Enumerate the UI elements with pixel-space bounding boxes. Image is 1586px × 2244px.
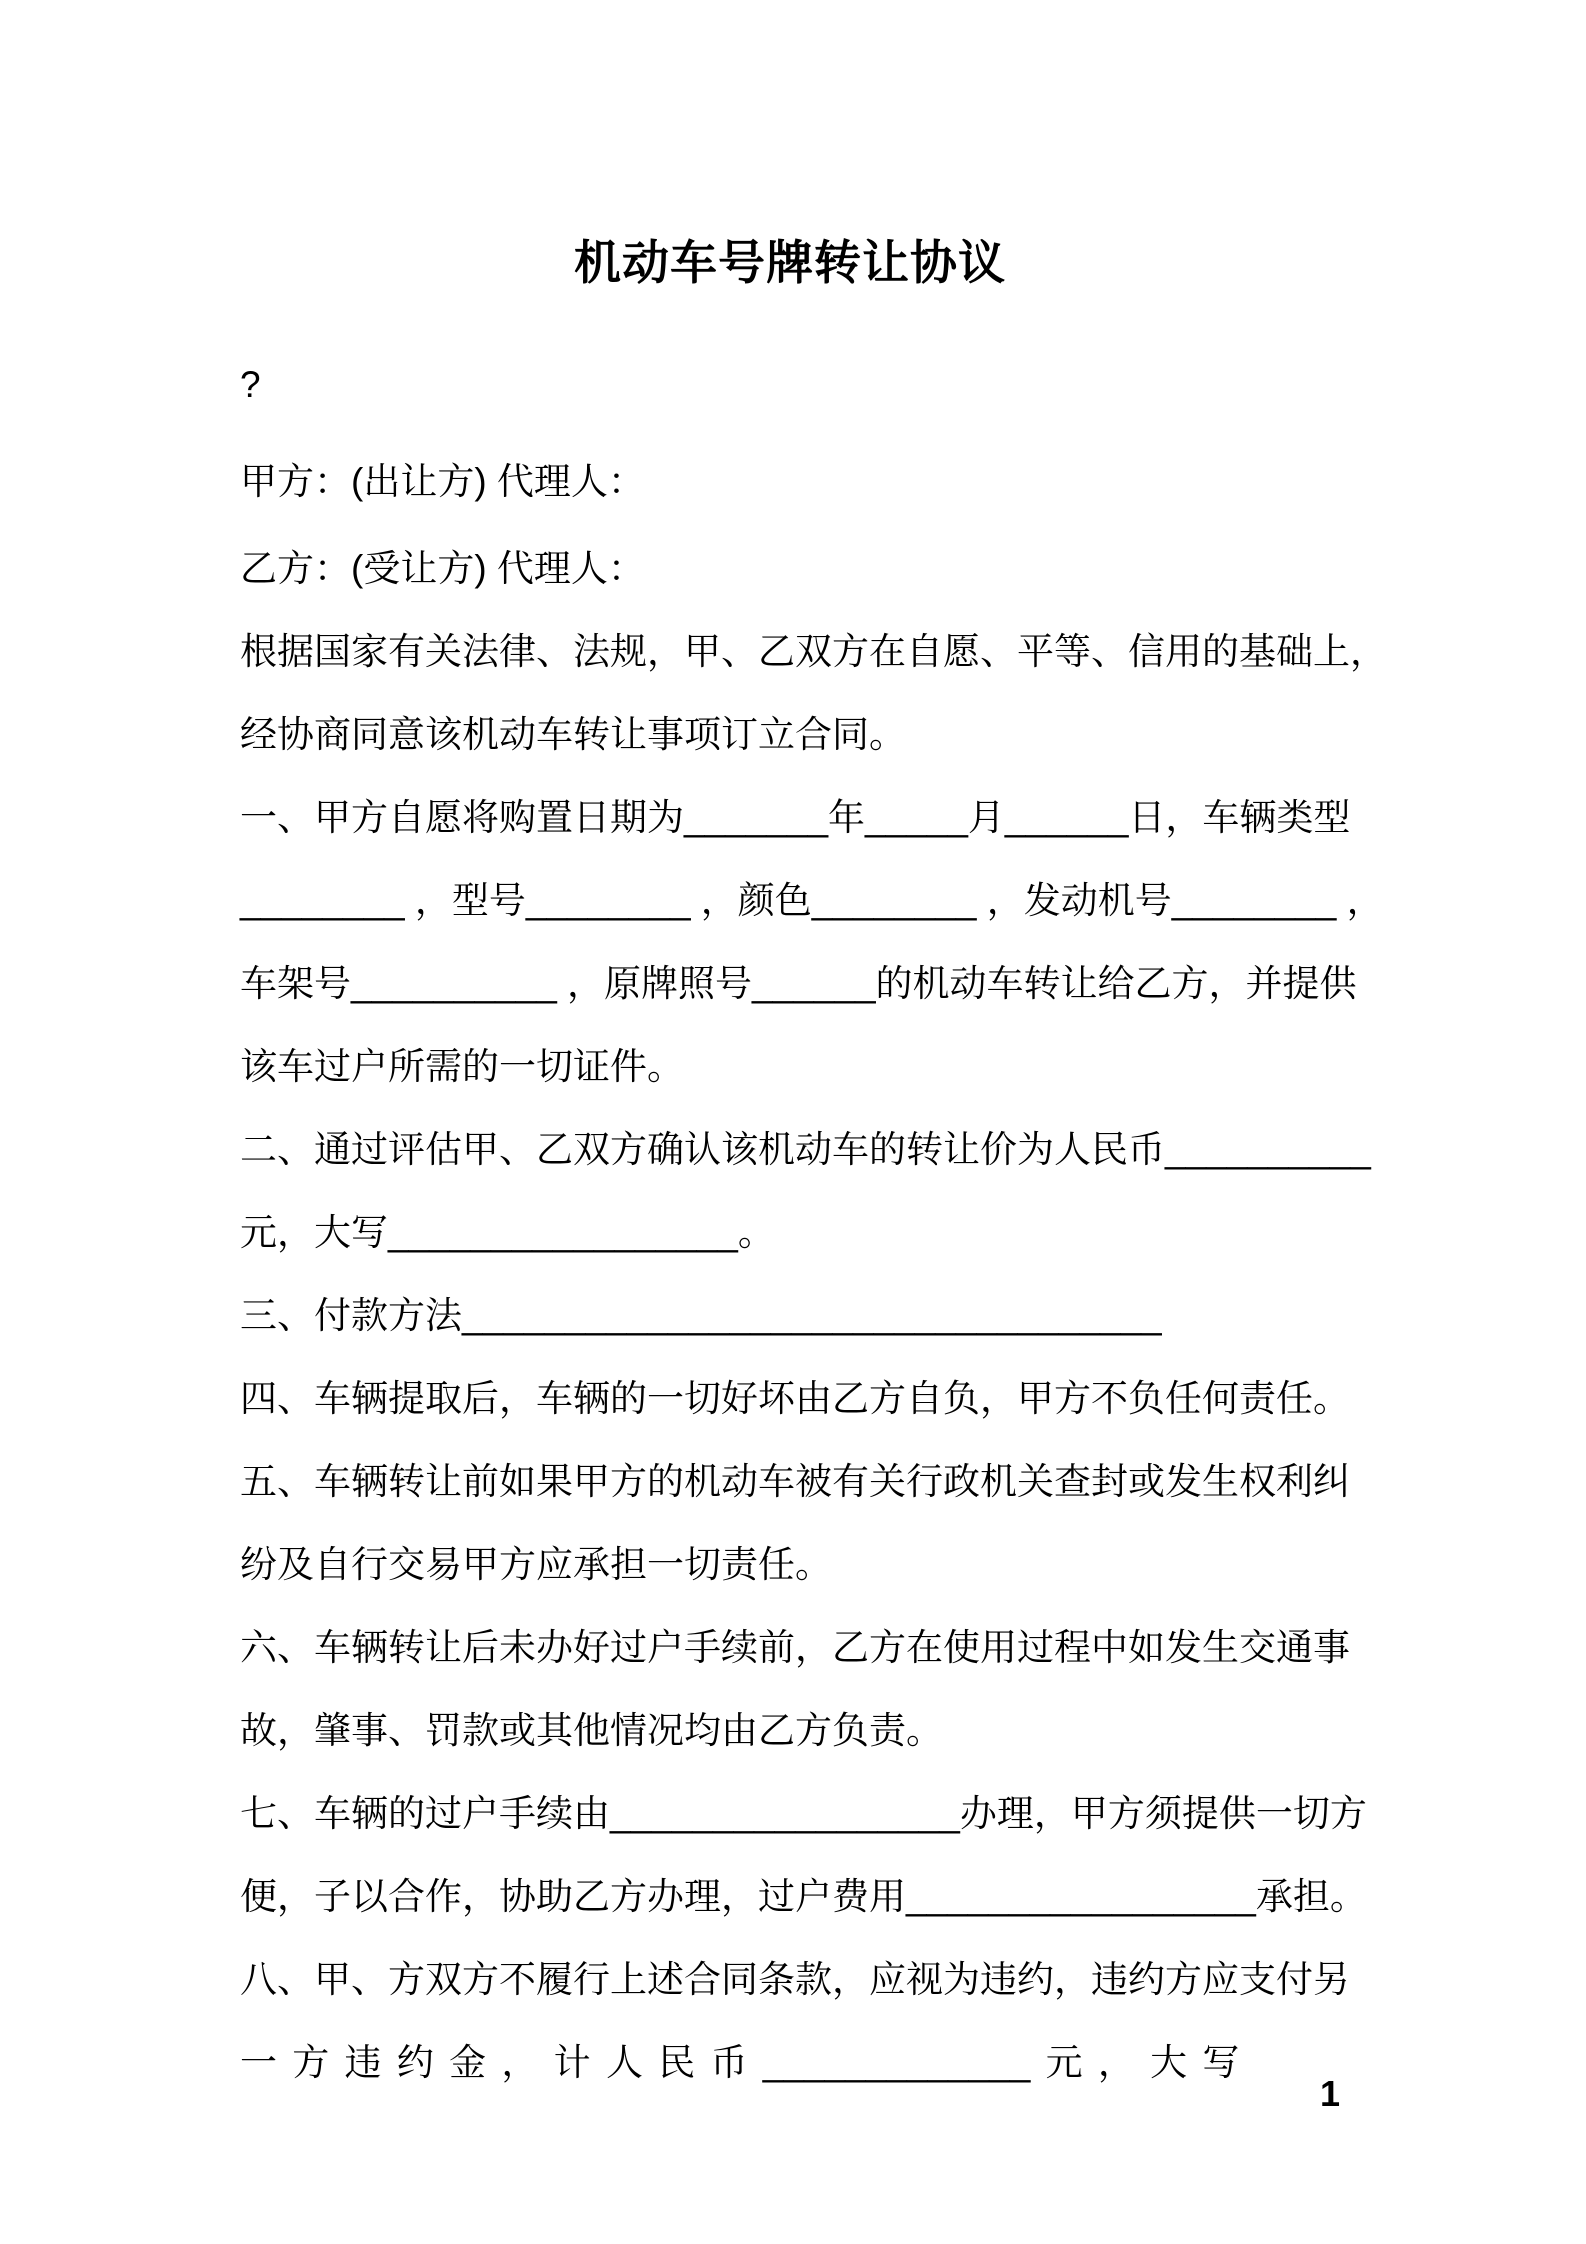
document-line-clause8-2: 一 方 违 约 金 ， 计 人 民 币 _____________ 元 ， 大 写 (240, 2042, 1240, 2084)
document-line-preamble-1: 根据国家有关法律、法规，甲、乙双方在自愿、平等、信用的基础上， (240, 631, 1387, 673)
document-body (240, 343, 1387, 2104)
document-line-clause1-1: 一、甲方自愿将购置日期为_______年_____月______日，车辆类型 (240, 797, 1351, 839)
document-line-clause1-2: ________ ，型号________ ，颜色________ ，发动机号________ ， (240, 880, 1384, 922)
document-line-clause1-4: 该车过户所需的一切证件。 (240, 1046, 684, 1088)
document-line-clause5-1: 五、车辆转让前如果甲方的机动车被有关行政机关查封或发生权利纠 (240, 1461, 1350, 1503)
document-line-clause2-1: 二、通过评估甲、乙双方确认该机动车的转让价为人民币__________ (240, 1129, 1371, 1171)
document-line-party-b: 乙方：(受让方) 代理人： (240, 548, 645, 590)
document-line-placeholder-mark: ? (240, 364, 261, 406)
document-line-clause3: 三、付款方法__________________________________ (240, 1295, 1162, 1337)
page-number: 1 (1319, 2073, 1340, 2114)
document-line-preamble-2: 经协商同意该机动车转让事项订立合同。 (240, 714, 906, 756)
document-line-clause1-3: 车架号__________ ，原牌照号______的机动车转让给乙方，并提供 (240, 963, 1357, 1005)
document-line-clause2-2: 元，大写_________________。 (240, 1212, 775, 1254)
document-line-clause6-2: 故，肇事、罚款或其他情况均由乙方负责。 (240, 1710, 943, 1752)
document-line-clause8-1: 八、甲、方双方不履行上述合同条款，应视为违约，违约方应支付另 (240, 1959, 1350, 2001)
document-title: 机动车号牌转让协议 (574, 236, 1006, 290)
document-line-clause4: 四、车辆提取后，车辆的一切好坏由乙方自负，甲方不负任何责任。 (240, 1378, 1350, 1420)
document-line-party-a: 甲方：(出让方) 代理人： (240, 461, 645, 503)
document-line-clause6-1: 六、车辆转让后未办好过户手续前，乙方在使用过程中如发生交通事 (240, 1627, 1350, 1669)
document-line-clause7-2: 便，子以合作，协助乙方办理，过户费用_________________承担。 (240, 1876, 1367, 1918)
document-line-clause5-2: 纷及自行交易甲方应承担一切责任。 (240, 1544, 832, 1586)
document-line-clause7-1: 七、车辆的过户手续由_________________办理，甲方须提供一切方 (240, 1793, 1367, 1835)
